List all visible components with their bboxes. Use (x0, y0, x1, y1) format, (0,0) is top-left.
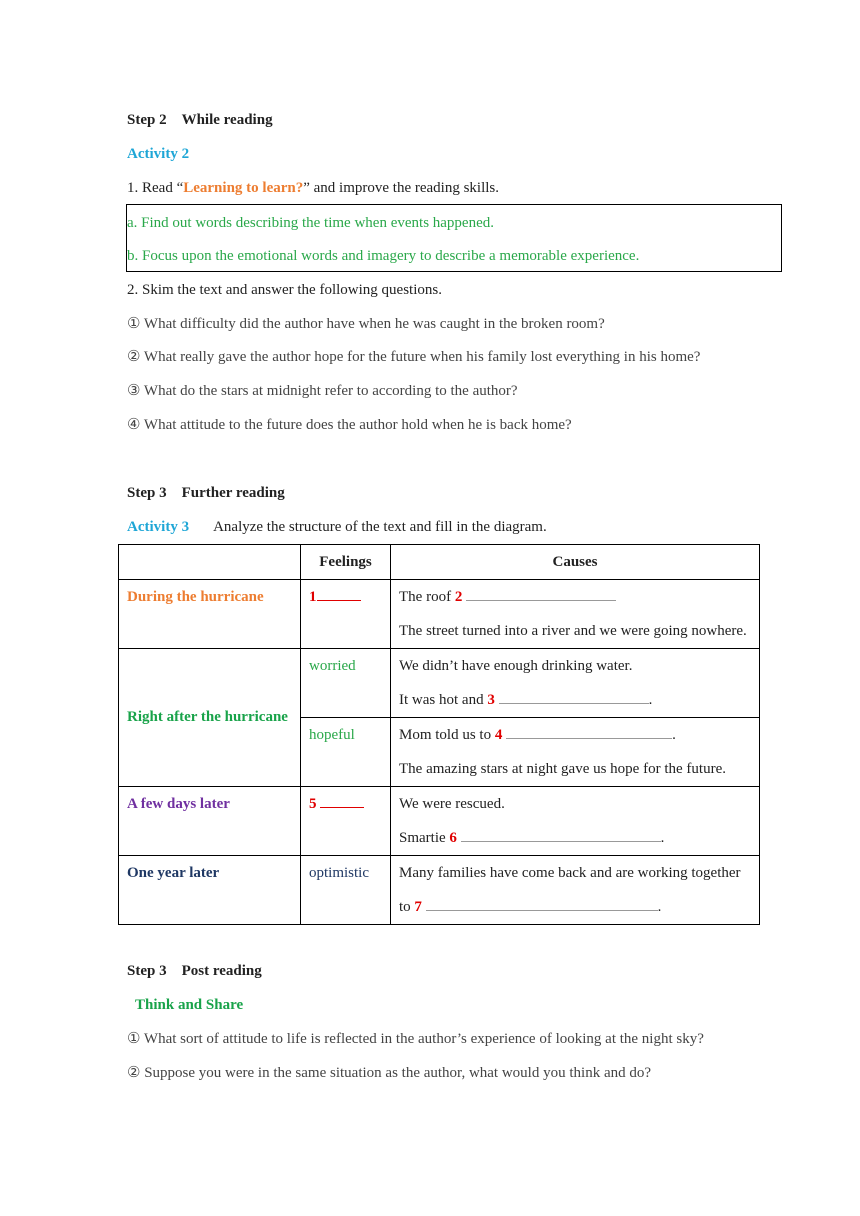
hopeful-cause-1-text: Mom told us to (399, 727, 495, 743)
blank-7-number: 7 (414, 899, 422, 915)
activity2-label: Activity 2 (127, 146, 190, 162)
blank-6-period: . (660, 830, 665, 846)
q2-line: 2. Skim the text and answer the following questions. (127, 282, 442, 298)
think-and-share-label: Think and Share (135, 997, 244, 1013)
few-days-causes-cell (391, 787, 760, 856)
feeling-worried: worried (309, 658, 356, 674)
activity3-instruction: Analyze the structure of the text and fill in the diagram. (213, 519, 547, 535)
blank-7-line[interactable] (426, 896, 658, 911)
right-after-label-cell (119, 649, 301, 787)
during-cause-1-text: The roof (399, 589, 455, 605)
worried-cause-1-text: We didn’t have enough drinking water. (399, 658, 633, 674)
question-1: ① What difficulty did the author have when he was caught in the broken room? (127, 316, 605, 332)
post-question-2: ② Suppose you were in the same situation as the author, what would you think and do? (127, 1065, 652, 1081)
blank-2-number: 2 (454, 589, 463, 605)
row-few-days (119, 787, 760, 856)
header-blank (119, 545, 301, 580)
worried-cell (301, 649, 391, 718)
row-during (119, 580, 760, 649)
hopeful-causes-cell (391, 718, 760, 787)
structure-diagram (118, 544, 760, 925)
step3-further-heading: Step 3 Further reading (127, 485, 285, 501)
worried-cause-2-text: It was hot and (399, 692, 488, 708)
during-feeling-cell (301, 580, 391, 649)
during-label: During the hurricane (127, 589, 264, 605)
question-4: ④ What attitude to the future does the author hold when he is back home? (127, 417, 572, 433)
blank-3-period: . (648, 692, 653, 708)
blank-5-line[interactable] (320, 793, 364, 808)
reading-skills-box (126, 204, 782, 272)
blank-6-number: 6 (449, 830, 457, 846)
worried-causes-cell (391, 649, 760, 718)
during-label-cell (119, 580, 301, 649)
blank-3-number: 3 (487, 692, 495, 708)
during-causes-cell (391, 580, 760, 649)
q1-prefix: 1. Read “ (127, 180, 184, 196)
q1-suffix: ” and improve the reading skills. (303, 180, 500, 196)
diagram-header-row (119, 545, 760, 580)
during-cause-2-text: The street turned into a river and we were going nowhere. (399, 623, 747, 639)
blank-6-line[interactable] (461, 827, 661, 842)
one-year-feeling-cell (301, 856, 391, 925)
question-2: ② What really gave the author hope for the future when his family lost everything in his home? (127, 349, 701, 365)
blank-2-line[interactable] (466, 586, 616, 601)
header-causes: Causes (391, 545, 760, 580)
few-days-label: A few days later (127, 796, 230, 812)
feeling-hopeful: hopeful (309, 727, 355, 743)
few-days-cause-1-text: We were rescued. (399, 796, 505, 812)
q1-line (127, 178, 499, 198)
activity3-label: Activity 3 (127, 519, 190, 535)
few-days-cause-2-text: Smartie (399, 830, 450, 846)
row-one-year (119, 856, 760, 925)
few-days-feeling-cell (301, 787, 391, 856)
one-year-cause-2-text: to (399, 899, 415, 915)
step2-heading: Step 2 While reading (127, 112, 273, 128)
skill-b: b. Focus upon the emotional words and imagery to describe a memorable experience. (127, 248, 640, 264)
blank-1-number: 1 (309, 589, 317, 605)
right-after-label: Right after the hurricane (127, 709, 288, 725)
feeling-optimistic: optimistic (309, 865, 369, 881)
step3-post-heading: Step 3 Post reading (127, 963, 262, 979)
question-3: ③ What do the stars at midnight refer to according to the author? (127, 383, 518, 399)
one-year-label: One year later (127, 865, 220, 881)
blank-7-period: . (657, 899, 662, 915)
row-right-after-worried (119, 649, 760, 718)
post-question-1: ① What sort of attitude to life is reflected in the author’s experience of looking at the night sky? (127, 1031, 704, 1047)
one-year-causes-cell (391, 856, 760, 925)
blank-4-period: . (672, 727, 676, 743)
blank-5-number: 5 (309, 796, 317, 812)
one-year-label-cell (119, 856, 301, 925)
hopeful-cause-2-text: The amazing stars at night gave us hope for the future. (399, 761, 726, 777)
header-feelings: Feelings (301, 545, 391, 580)
few-days-label-cell (119, 787, 301, 856)
one-year-cause-1-text: Many families have come back and are working together (399, 865, 741, 881)
skill-a: a. Find out words describing the time when events happened. (127, 215, 495, 231)
blank-4-number: 4 (494, 727, 503, 743)
blank-3-line[interactable] (499, 689, 649, 704)
q1-title: Learning to learn? (183, 180, 304, 196)
blank-1-line[interactable] (317, 586, 361, 601)
blank-4-line[interactable] (506, 724, 672, 739)
hopeful-cell (301, 718, 391, 787)
activity3-line (127, 517, 547, 537)
